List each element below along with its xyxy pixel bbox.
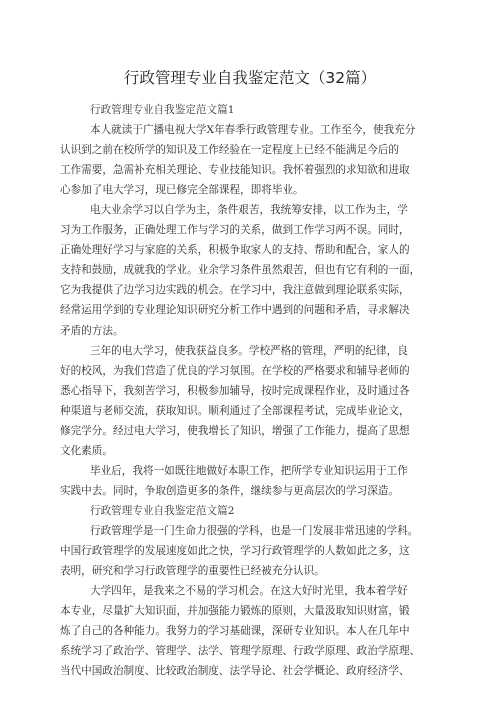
text-line: 悉心指导下，我刻苦学习，积极参加辅导，按时完成课程作业，及时通过各 [60, 384, 410, 397]
text-line: 好的校风，为我们营造了优良的学习氛围。在学校的严格要求和辅导老师的 [60, 364, 410, 377]
text-line: 三年的电大学习，使我获益良多。学校严格的管理，严明的纪律，良 [90, 344, 408, 357]
text-line: 工作需要，急需补充相关理论、专业技能知识。我怀着强烈的求知欲和进取 [60, 164, 410, 177]
text-line: 正确处理好学习与家庭的关系，积极争取家人的支持、帮助和配合，家人的 [60, 244, 410, 257]
text-line: 实践中去。同时，争取创造更多的条件，继续参与更高层次的学习深造。 [60, 484, 399, 497]
text-line: 认识到之前在校所学的知识及工作经验在一定程度上已经不能满足今后的 [60, 144, 399, 157]
text-line: 修完学分。经过电大学习，使我增长了知识，增强了工作能力，提高了思想 [60, 424, 410, 437]
text-line: 本专业，尽量扩大知识面，并加强能力锻炼的原则，大量汲取知识财富，锻 [60, 605, 410, 618]
text-line: 种渠道与老师交流，获取知识。顺利通过了全部课程考试，完成毕业论文， [60, 404, 410, 417]
section-heading: 行政管理专业自我鉴定范文篇1 [90, 104, 235, 116]
text-line: 它为我提供了边学习边实践的机会。在学习中，我注意做到理论联系实际， [60, 284, 410, 297]
text-line: 表明，研究和学习行政管理学的重要性已经被充分认识。 [60, 565, 325, 578]
text-line: 心参加了电大学习，现已修完全部课程，即将毕业。 [60, 184, 304, 197]
text-line: 行政管理学是一门生命力很强的学科，也是一门发展非常迅速的学科。 [90, 524, 419, 537]
text-line: 文化素质。 [60, 444, 113, 457]
text-line: 矛盾的方法。 [60, 324, 124, 337]
text-line: 大学四年，是我来之不易的学习机会。在这大好时光里，我本着学好 [90, 585, 408, 598]
document-body [60, 100, 440, 681]
text-line: 中国行政管理学的发展速度如此之快，学习行政管理学的人数如此之多，这 [60, 545, 410, 558]
text-line: 系统学习了政治学、管理学、法学、管理学原理、行政学原理、政治学原理、 [60, 645, 421, 658]
text-line: 经常运用学到的专业理论知识研究分析工作中遇到的问题和矛盾，寻求解决 [60, 304, 410, 317]
text-line: 炼了自己的各种能力。我努力的学习基础课，深研专业知识。本人在几年中 [60, 625, 410, 638]
text-line: 习为工作服务，正确处理工作与学习的关系，做到工作学习两不误。同时， [60, 224, 410, 237]
text-line: 电大业余学习以自学为主，条件艰苦，我统筹安排，以工作为主，学 [90, 204, 408, 217]
text-line: 毕业后，我将一如既往地做好本职工作，把所学专业知识运用于工作 [90, 464, 408, 477]
text-line: 本人就读于广播电视大学X年春季行政管理专业。工作至今，使我充分 [90, 124, 416, 137]
document-title: 行政管理专业自我鉴定范文（32篇） [123, 69, 377, 87]
text-line: 支持和鼓励，成就我的学业。业余学习条件虽然艰苦，但也有它有利的一面， [60, 264, 421, 277]
section-heading: 行政管理专业自我鉴定范文篇2 [90, 504, 235, 517]
text-line: 当代中国政治制度、比较政治制度、法学导论、社会学概论、政府经济学、 [60, 665, 410, 678]
